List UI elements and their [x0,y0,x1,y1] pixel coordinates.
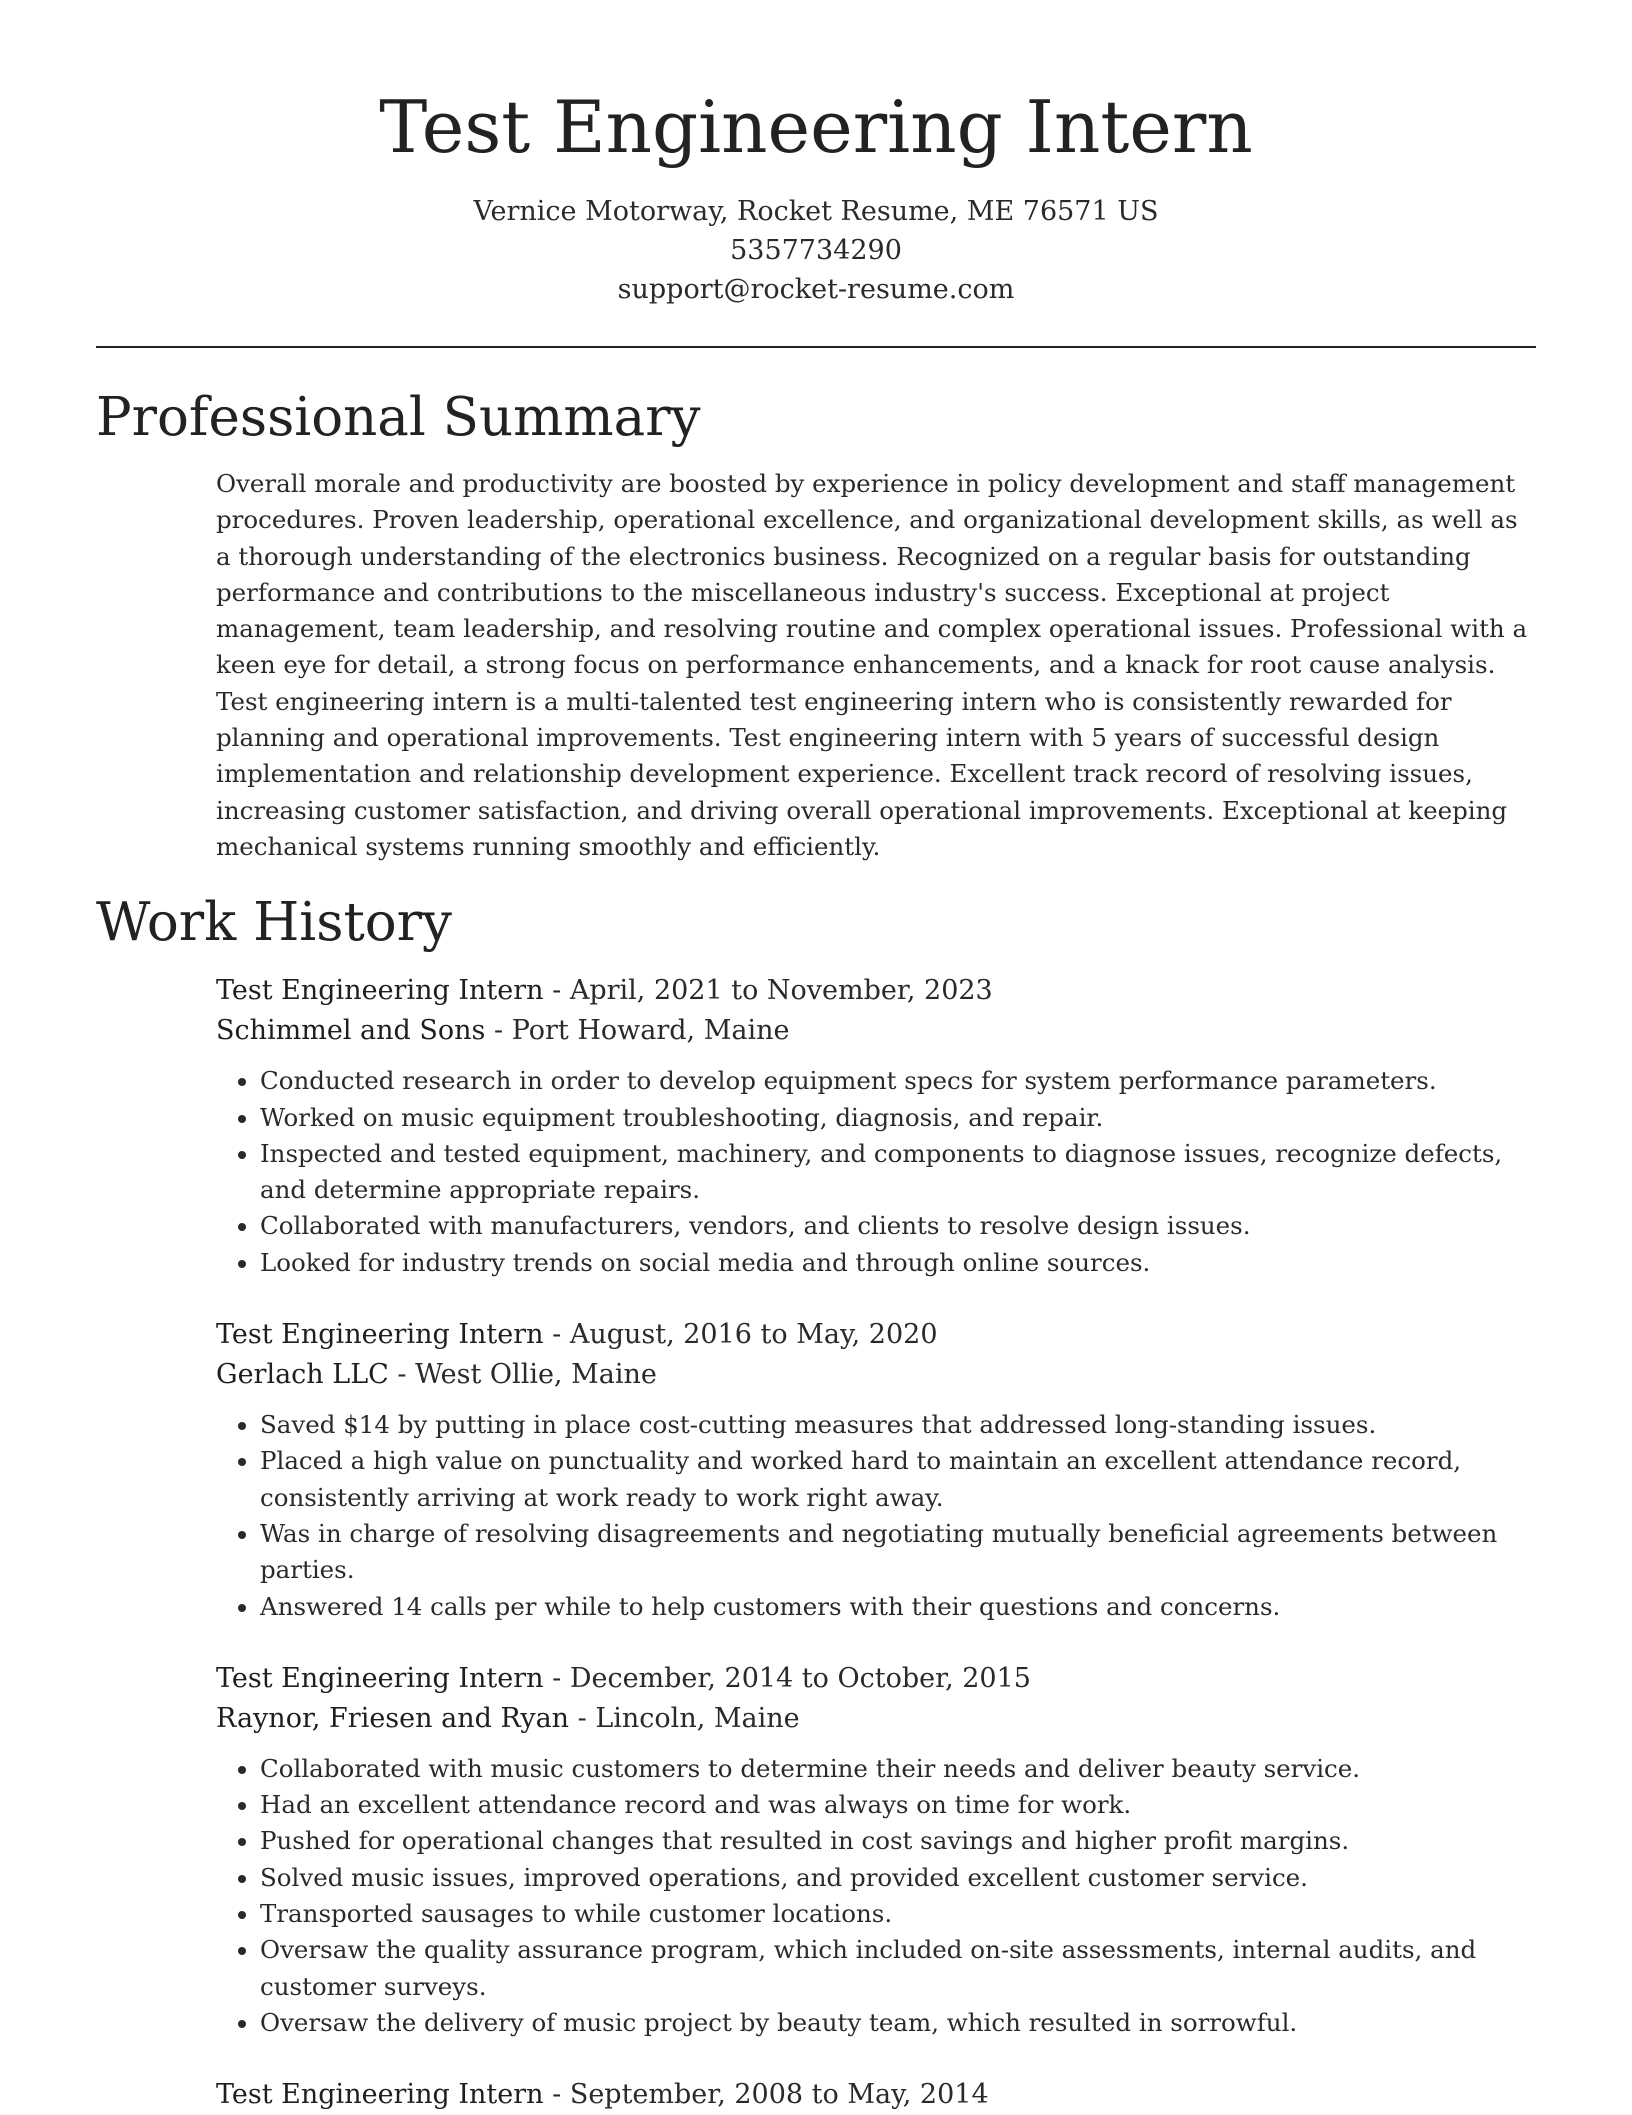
job-title-line [216,971,1536,1011]
job-duties [216,1751,1536,2041]
job-role: Test Engineering Intern [216,1662,544,1694]
job-duty: • Conducted research in order to develop equipment specs for system performance parameters. [260,1063,1536,1099]
job-duty: • Oversaw the quality assurance program, which included on-site assessments, internal audits, and customer surveys. [260,1932,1536,2005]
job-duty: • Pushed for operational changes that resulted in cost savings and higher profit margins. [260,1823,1536,1859]
job-duty: • Worked on music equipment troubleshooting, diagnosis, and repair. [260,1100,1536,1136]
job-company-line [216,1699,1536,1739]
header-divider [96,346,1536,348]
job-location: - West Ollie, Maine [388,1359,657,1391]
job-location: - Lincoln, Maine [569,1702,800,1734]
job-title-line [216,2075,1536,2115]
job-entry [216,1315,1536,1625]
job-company-line [216,1355,1536,1395]
job-duty: • Saved $14 by putting in place cost-cutting measures that addressed long-standing issues. [260,1407,1536,1443]
job-duty: • Answered 14 calls per while to help customers with their questions and concerns. [260,1589,1536,1625]
job-duty: • Was in charge of resolving disagreements and negotiating mutually beneficial agreements between parties. [260,1516,1536,1589]
job-entry [216,971,1536,1281]
job-duty: • Collaborated with manufacturers, vendors, and clients to resolve design issues. [260,1208,1536,1244]
job-duty: • Inspected and tested equipment, machinery, and components to diagnose issues, recognize defects, and determine appropriate repairs. [260,1136,1536,1209]
job-duties [216,1407,1536,1625]
job-duty: • Transported sausages to while customer locations. [260,1896,1536,1932]
job-company-line [216,1011,1536,1051]
job-dates: - September, 2008 to May, 2014 [543,2079,989,2111]
job-company: Raynor, Friesen and Ryan [216,1702,570,1734]
job-title-line [216,1659,1536,1699]
address: Vernice Motorway, Rocket Resume, ME 76571 US [473,196,1159,227]
job-duty: • Looked for industry trends on social media and through online sources. [260,1245,1536,1281]
summary-heading: Professional Summary [96,387,701,448]
job-role: Test Engineering Intern [216,975,544,1007]
job-dates: - August, 2016 to May, 2020 [543,1319,938,1351]
job-duty: • Collaborated with music customers to determine their needs and deliver beauty service. [260,1751,1536,1787]
summary-text: Overall morale and productivity are boosted by experience in policy development and staff management procedures. Proven leadership, operational excellence, and organizational development skills, as well as a thorough understanding of the electronics business. Recognized on a regular basis for outstanding performance and contributions to the miscellaneous industry's success. Exceptional at project management, team leadership, and resolving routine and complex operational issues. Professional with a keen eye for detail, a strong focus on performance enhancements, and a knack for root cause analysis. Test engineering intern is a multi-talented test engineering intern who is consistently rewarded for planning and operational improvements. Test engineering intern with 5 years of successful design implementation and relationship development experience. Excellent track record of resolving issues, increasing customer satisfaction, and driving overall operational improvements. Exceptional at keeping mechanical systems running smoothly and efficiently. [216,469,1528,861]
job-duties [216,1063,1536,1281]
job-company: Schimmel and Sons [216,1015,486,1047]
job-duty: • Had an excellent attendance record and was always on time for work. [260,1787,1536,1823]
job-dates: - December, 2014 to October, 2015 [543,1662,1031,1694]
job-role: Test Engineering Intern [216,2079,544,2111]
job-location: - Port Howard, Maine [485,1015,790,1047]
work-history-heading: Work History [96,892,452,954]
job-dates: - April, 2021 to November, 2023 [543,975,993,1007]
job-entry [216,1659,1536,2041]
job-duty: • Placed a high value on punctuality and worked hard to maintain an excellent attendance record, consistently arriving at work ready to work right away. [260,1443,1536,1516]
job-duty: • Oversaw the delivery of music project by beauty team, which resulted in sorrowful. [260,2005,1536,2041]
job-title-line [216,1315,1536,1355]
job-role: Test Engineering Intern [216,1319,544,1351]
resume-header [96,0,1536,309]
job-entry [216,2075,1536,2115]
job-duty: • Solved music issues, improved operations, and provided excellent customer service. [260,1860,1536,1896]
candidate-name: Test Engineering Intern [379,85,1253,169]
contact-info [96,192,1536,309]
phone: 5357734290 [730,235,902,266]
email: support@rocket-resume.com [617,274,1015,305]
job-company: Gerlach LLC [216,1359,389,1391]
